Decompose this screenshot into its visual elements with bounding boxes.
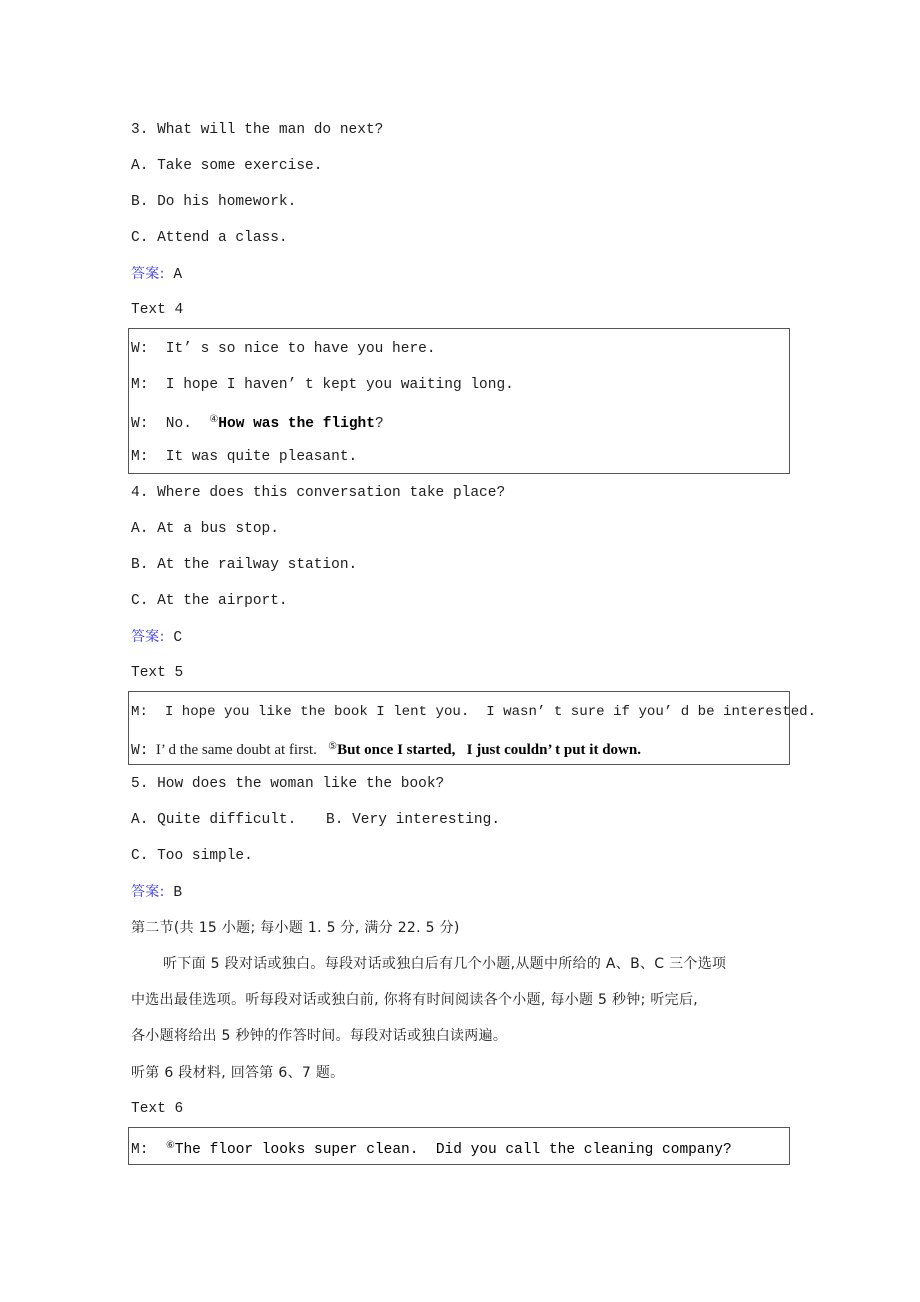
speaker: M: <box>131 377 149 393</box>
line-text: It was quite pleasant. <box>148 449 358 465</box>
answer-label: 答案: <box>131 629 165 645</box>
q4-option-c: C. At the airport. <box>131 593 288 609</box>
speaker: W: <box>131 341 149 357</box>
answer-value: A <box>164 267 183 283</box>
material-note: 听第 6 段材料, 回答第 6、7 题。 <box>131 1065 345 1081</box>
q3-option-c: C. Attend a class. <box>131 230 288 246</box>
line-text <box>148 1142 165 1158</box>
key-sentence: The floor looks super clean. Did you call the cleaning company? <box>174 1142 732 1158</box>
answer-value: C <box>164 630 183 646</box>
transcript-line <box>131 702 816 722</box>
q5-answer <box>131 882 182 903</box>
q4-option-a: A. At a bus stop. <box>131 521 279 537</box>
q3-option-b: B. Do his homework. <box>131 194 297 210</box>
question-5: 5. How does the woman like the book? <box>131 776 445 792</box>
question-3: 3. What will the man do next? <box>131 122 384 138</box>
transcript-line <box>131 411 384 434</box>
transcript-line <box>131 1137 732 1160</box>
key-sentence: How was the flight <box>218 416 375 432</box>
line-text: I hope I haven’ t kept you waiting long. <box>148 377 514 393</box>
q4-answer <box>131 627 182 648</box>
circled-number-marker: ④ <box>209 415 219 426</box>
section-2-heading: 第二节(共 15 小题; 每小题 1. 5 分, 满分 22. 5 分) <box>131 920 460 936</box>
key-sentence: But once I started, I just couldn’ t put it down. <box>337 742 641 758</box>
q3-answer <box>131 264 182 285</box>
question-4: 4. Where does this conversation take place? <box>131 485 506 501</box>
text-6-title: Text 6 <box>131 1101 184 1117</box>
line-text: It’ s so nice to have you here. <box>148 341 436 357</box>
line-text: ? <box>374 416 384 432</box>
transcript-line <box>131 738 641 761</box>
speaker: W: <box>131 743 149 759</box>
text-6-transcript-box <box>128 1127 790 1165</box>
text-5-transcript-box <box>128 691 817 765</box>
transcript-line <box>131 375 514 395</box>
answer-value: B <box>164 885 183 901</box>
answer-label: 答案: <box>131 266 165 282</box>
circled-number-marker: ⑤ <box>328 742 338 753</box>
speaker: M: <box>131 449 149 465</box>
line-text: I hope you like the book I lent you. I wasn’ t sure if you’ d be interested. <box>147 704 817 720</box>
speaker: M: <box>131 704 148 720</box>
transcript-line <box>131 339 436 359</box>
text-4-transcript-box <box>128 328 790 474</box>
instructions-line-3: 各小题将给出 5 秒钟的作答时间。每段对话或独白读两遍。 <box>131 1028 508 1044</box>
speaker: M: <box>131 1142 149 1158</box>
circled-number-marker: ⑥ <box>165 1141 175 1152</box>
answer-label: 答案: <box>131 884 165 900</box>
transcript-line <box>131 447 357 467</box>
q5-option-a: A. Quite difficult. <box>131 812 297 828</box>
q5-option-c: C. Too simple. <box>131 848 253 864</box>
text-4-title: Text 4 <box>131 302 184 318</box>
line-text: No. <box>148 416 210 432</box>
q5-option-b: B. Very interesting. <box>326 812 501 828</box>
text-5-title: Text 5 <box>131 665 184 681</box>
q4-option-b: B. At the railway station. <box>131 557 358 573</box>
line-text: I’ d the same doubt at first. <box>148 742 329 758</box>
speaker: W: <box>131 416 149 432</box>
instructions-line-2: 中选出最佳选项。听每段对话或独白前, 你将有时间阅读各个小题, 每小题 5 秒钟; 听完后, <box>131 992 699 1008</box>
instructions-line-1: 听下面 5 段对话或独白。每段对话或独白后有几个小题,从题中所给的 A、B、C 三个选项 <box>163 956 727 972</box>
q3-option-a: A. Take some exercise. <box>131 158 323 174</box>
